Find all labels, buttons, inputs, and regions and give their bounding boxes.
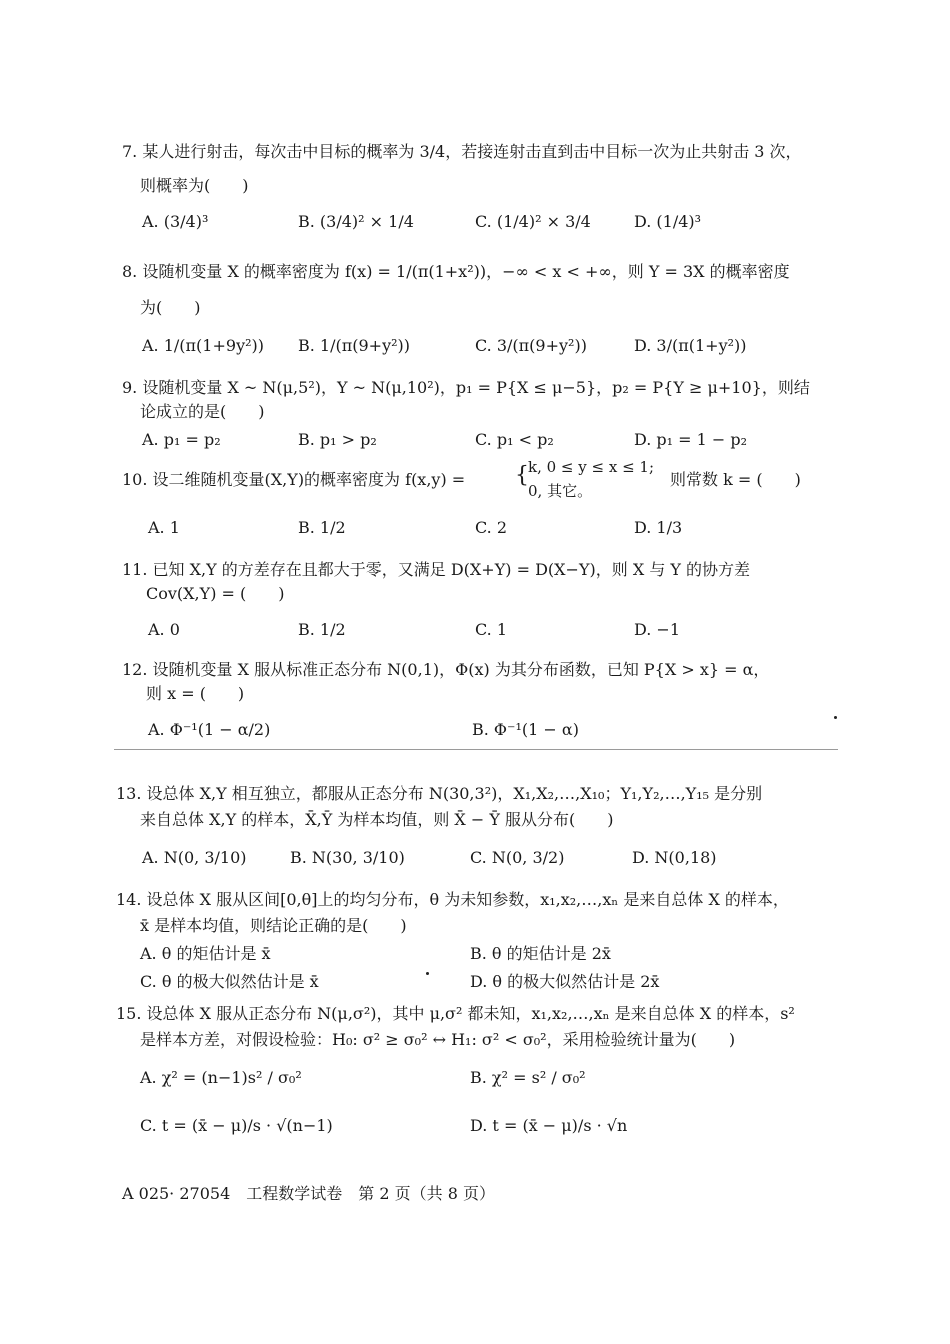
question-10-piecewise-2: 0, 其它。	[528, 482, 593, 500]
question-9-option-b: B. p₁ > p₂	[298, 430, 377, 449]
question-11-option-a: A. 0	[148, 620, 180, 639]
question-10-brace: {	[515, 463, 529, 488]
question-14-option-a: A. θ 的矩估计是 x̄	[140, 944, 271, 963]
question-7-option-c: C. (1/4)² × 3/4	[475, 212, 591, 231]
question-7-option-a: A. (3/4)³	[142, 212, 209, 231]
question-14-line-2: x̄ 是样本均值，则结论正确的是( )	[140, 916, 407, 935]
question-8-option-b: B. 1/(π(9+y²))	[298, 336, 411, 355]
scan-speck	[834, 716, 837, 719]
question-15-option-a: A. χ² = (n−1)s² / σ₀²	[140, 1068, 302, 1087]
question-14-option-d: D. θ 的极大似然估计是 2x̄	[470, 972, 660, 991]
question-11-option-b: B. 1/2	[298, 620, 346, 639]
question-9-option-d: D. p₁ = 1 − p₂	[634, 430, 748, 449]
question-8-line-1: 8. 设随机变量 X 的概率密度为 f(x) = 1/(π(1+x²))，−∞ < x < +∞，则 Y = 3X 的概率密度	[122, 262, 790, 281]
question-15-line-1: 15. 设总体 X 服从正态分布 N(μ,σ²)，其中 μ,σ² 都未知，x₁,x₂,…,xₙ 是来自总体 X 的样本，s²	[116, 1004, 795, 1023]
question-13-option-c: C. N(0, 3/2)	[470, 848, 565, 867]
question-11-line-2: Cov(X,Y) = ( )	[146, 584, 285, 603]
question-12-option-b: B. Φ⁻¹(1 − α)	[472, 720, 579, 739]
question-14-option-c: C. θ 的极大似然估计是 x̄	[140, 972, 319, 991]
question-10-line-1: 10. 设二维随机变量(X,Y)的概率密度为 f(x,y) =	[122, 470, 466, 489]
question-9-option-a: A. p₁ = p₂	[142, 430, 221, 449]
scan-speck	[426, 972, 429, 975]
question-15-option-d: D. t = (x̄ − μ)/s · √n	[470, 1116, 628, 1135]
question-10-option-a: A. 1	[148, 518, 180, 537]
question-13-line-1: 13. 设总体 X,Y 相互独立，都服从正态分布 N(30,3²)，X₁,X₂,…,X₁₀；Y₁,Y₂,…,Y₁₅ 是分别	[116, 784, 763, 803]
question-10-option-c: C. 2	[475, 518, 508, 537]
question-8-line-2: 为( )	[140, 298, 201, 317]
question-13-option-d: D. N(0,18)	[632, 848, 717, 867]
question-13-option-a: A. N(0, 3/10)	[142, 848, 247, 867]
question-10-option-b: B. 1/2	[298, 518, 346, 537]
question-7-option-d: D. (1/4)³	[634, 212, 702, 231]
question-8-option-c: C. 3/(π(9+y²))	[475, 336, 587, 355]
question-14-option-b: B. θ 的矩估计是 2x̄	[470, 944, 611, 963]
question-15-line-2: 是样本方差，对假设检验：H₀: σ² ≥ σ₀² ↔ H₁: σ² < σ₀²，采用检验统计量为( )	[140, 1030, 736, 1049]
question-7-line-2: 则概率为( )	[140, 176, 249, 195]
question-12-option-a: A. Φ⁻¹(1 − α/2)	[148, 720, 271, 739]
page-divider	[114, 749, 838, 750]
question-11-line-1: 11. 已知 X,Y 的方差存在且都大于零，又满足 D(X+Y) = D(X−Y)，则 X 与 Y 的协方差	[122, 560, 751, 579]
question-10-line-2: 则常数 k = ( )	[670, 470, 801, 489]
question-13-option-b: B. N(30, 3/10)	[290, 848, 405, 867]
question-9-line-1: 9. 设随机变量 X ~ N(μ,5²)，Y ~ N(μ,10²)，p₁ = P{X ≤ μ−5}，p₂ = P{Y ≥ μ+10}，则结	[122, 378, 810, 397]
page-footer: A 025· 27054 工程数学试卷 第 2 页（共 8 页）	[122, 1184, 495, 1203]
question-13-line-2: 来自总体 X,Y 的样本，X̄,Ȳ 为样本均值，则 X̄ − Ȳ 服从分布( )	[140, 810, 614, 829]
question-12-line-2: 则 x = ( )	[146, 684, 245, 703]
question-9-option-c: C. p₁ < p₂	[475, 430, 554, 449]
question-8-option-d: D. 3/(π(1+y²))	[634, 336, 747, 355]
question-12-line-1: 12. 设随机变量 X 服从标准正态分布 N(0,1)，Φ(x) 为其分布函数，已知 P{X > x} = α，	[122, 660, 770, 679]
question-10-piecewise-1: k, 0 ≤ y ≤ x ≤ 1;	[528, 458, 655, 476]
question-14-line-1: 14. 设总体 X 服从区间[0,θ]上的均匀分布，θ 为未知参数，x₁,x₂,…,xₙ 是来自总体 X 的样本，	[116, 890, 789, 909]
question-11-option-d: D. −1	[634, 620, 681, 639]
question-11-option-c: C. 1	[475, 620, 508, 639]
question-8-option-a: A. 1/(π(1+9y²))	[142, 336, 264, 355]
question-7-line-1: 7. 某人进行射击，每次击中目标的概率为 3/4，若接连射击直到击中目标一次为止共射击 3 次，	[122, 142, 802, 161]
question-7-option-b: B. (3/4)² × 1/4	[298, 212, 414, 231]
question-15-option-c: C. t = (x̄ − μ)/s · √(n−1)	[140, 1116, 333, 1135]
question-15-option-b: B. χ² = s² / σ₀²	[470, 1068, 586, 1087]
question-10-option-d: D. 1/3	[634, 518, 683, 537]
question-9-line-2: 论成立的是( )	[140, 402, 265, 421]
